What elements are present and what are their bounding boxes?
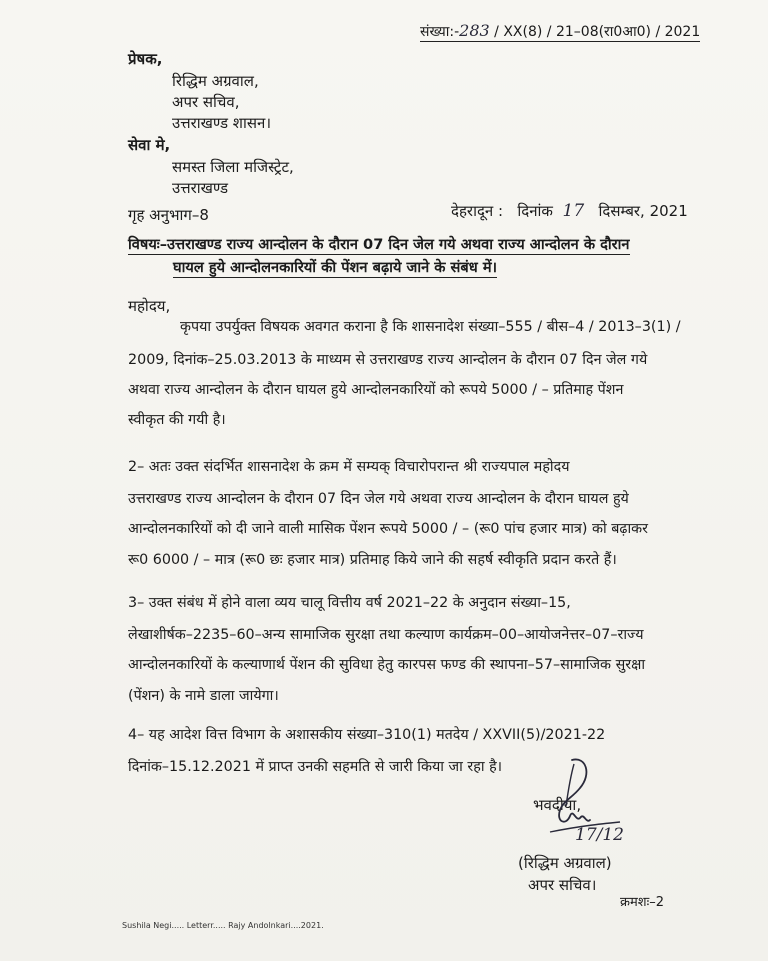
para-1-line-1: कृपया उपर्युक्त विषयक अवगत कराना है कि शासनादेश संख्या–555 / बीस–4 / 2013–3(1) / [180, 319, 681, 335]
recipient-place: उत्तराखण्ड [172, 179, 229, 197]
para-2-line-2: उत्तराखण्ड राज्य आन्दोलन के दौरान 07 दिन जेल गये अथवा राज्य आन्दोलन के दौरान घायल हुये [128, 491, 629, 507]
para-1-line-2: 2009, दिनांक–25.03.2013 के माध्यम से उत्तराखण्ड राज्य आन्दोलन के दौरान 07 दिन जेल गये [128, 352, 648, 368]
footer-file-path: Sushila Negi..... Letterr..... Rajy Andolnkari....2021. [122, 921, 324, 930]
para-4-line-1: 4– यह आदेश वित्त विभाग के अशासकीय संख्या–310(1) मतदेय / XXVII(5)/2021-22 [128, 727, 606, 743]
continued-marker: क्रमशः–2 [620, 895, 664, 910]
para-1-line-4: स्वीकृत की गयी है। [128, 412, 226, 428]
salutation: महोदय, [128, 297, 171, 315]
sender-name: रिद्धिम अग्रवाल, [172, 72, 259, 90]
subject-line-1: विषयः–उत्तराखण्ड राज्य आन्दोलन के दौरान 07 दिन जेल गये अथवा राज्य आन्दोलन के दौरान [128, 236, 630, 253]
section-name: गृह अनुभाग–8 [128, 206, 209, 224]
para-4-line-2: दिनांक–15.12.2021 में प्राप्त उनकी सहमति से जारी किया जा रहा है। [128, 759, 503, 775]
para-3-line-3: आन्दोलनकारियों के कल्याणार्थ पेंशन की सुविधा हेतु कारपस फण्ड की स्थापना–57–सामाजिक सुरक्षा [128, 657, 646, 673]
sender-org: उत्तराखण्ड शासन। [172, 114, 272, 132]
para-2-line-1: 2– अतः उक्त संदर्भित शासनादेश के क्रम में सम्यक् विचारोपरान्त श्री राज्यपाल महोदय [128, 459, 570, 475]
recipient-name: समस्त जिला मजिस्ट्रेट, [172, 158, 294, 176]
para-2-line-4: रू0 6000 / – मात्र (रू0 छः हजार मात्र) प्रतिमाह किये जाने की सहर्ष स्वीकृति प्रदान करते हैं। [128, 552, 617, 568]
para-3-line-1: 3– उक्त संबंध में होने वाला व्यय चालू वित्तीय वर्ष 2021–22 के अनुदान संख्या–15, [128, 595, 571, 611]
signature [520, 752, 640, 862]
signature-date: 17/12 [575, 825, 624, 845]
signatory-designation: अपर सचिव। [528, 876, 597, 894]
reference-number: संख्या:-283 / XX(8) / 21–08(रा0आ0) / 2021 [420, 21, 701, 40]
signatory-name: (रिद्धिम अग्रवाल) [518, 854, 612, 872]
subject-line-2: घायल हुये आन्दोलनकारियों की पेंशन बढ़ाये जाने के संबंध में। [173, 259, 498, 276]
para-3-line-2: लेखाशीर्षक–2235–60–अन्य सामाजिक सुरक्षा तथा कल्याण कार्यक्रम–00–आयोजनेत्तर–07–राज्य [128, 627, 644, 643]
closing-yours: भवदीया, [533, 796, 582, 814]
place-date: देहरादून : दिनांक 17 दिसम्बर, 2021 [451, 201, 688, 221]
para-3-line-4: (पेंशन) के नामे डाला जायेगा। [128, 688, 279, 704]
recipient-label: सेवा मे, [128, 136, 171, 154]
para-2-line-3: आन्दोलनकारियों को दी जाने वाली मासिक पेंशन रूपये 5000 / – (रू0 पांच हजार मात्र) को बढ़ाकर [128, 521, 648, 537]
sender-designation: अपर सचिव, [172, 93, 240, 111]
sender-label: प्रेषक, [128, 50, 163, 68]
para-1-line-3: अथवा राज्य आन्दोलन के दौरान घायल हुये आन्दोलनकारियों को रूपये 5000 / – प्रतिमाह पेंशन [128, 382, 624, 398]
